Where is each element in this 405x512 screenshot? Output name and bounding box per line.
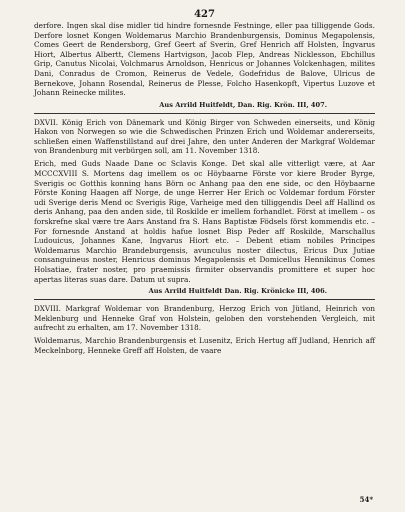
source-citation: Aus Arrild Huitfeldt Dan. Rig. Krönicke III, 406. <box>148 287 327 296</box>
document-heading-518: DXVIII. Markgraf Woldemar von Brandenburg, Herzog Erich von Jütland, Heinrich von Meklenburg und Henneke Graf von Holstein, geloben den vorstehenden Vergleich, mit aufrecht zu erhalten, am 17. November 1318. <box>34 304 375 332</box>
source-citation: Aus Arrild Huitfeldt, Dan. Rig. Krön. III, 407. <box>159 100 327 109</box>
section-divider <box>34 113 375 114</box>
page-number: 427 <box>194 9 215 20</box>
document-heading-517: DXVII. König Erich von Dänemark und König Birger von Schweden einerseits, und König Hakon von Norwegen so wie die Schwedischen Prinzen Erich und Woldemar andererseits, schließen einen Waffenstillstand auf drei Jahre, den unter Anderen der Markgraf Woldemar von Brandenburg mit verbürgen soll, am 11. November 1318. <box>34 117 375 155</box>
section-divider <box>34 299 375 300</box>
document-text-517: Erich, med Guds Naade Dane oc Sclavis Konge. Det skal alle vitterligt være, at Aar MCCCXVIII S. Mortens dag imellem os oc Höybaarne Förste vor kiere Broder Byrge, Sverigis oc Gotthis konning hans Börn oc Anhang paa den ene side, oc den Höybaarne Förste Koning Haagen aff Norge, de unge Herrer Her Erich oc Voldemar fordum Förster udi Sverige deris Mend oc Sverigis Rige, Varheige med den tilliggendis Deel aff Hallind os deris Anhang, paa den anden side, til Roskilde er imellem forhandlet. Först at imellem – os forskrefne skal være tre Aars Anstand fra S. Hans Baptistæ Födsels först kommendis etc. – For fornesnde Anstand at holdis hafue losnet Bisp Peder aff Roskilde, Marschallus Ludouicus, Johannes Kane, Ingvarus Hiort etc. – Debent etiam nobiles Principes Woldemarus Marchio Brandeburgensis, avunculus noster dilectus, Ericus Dux Jutiae consanguineus noster, Henricus dominus Megapolensis et Domicellus Hennikinus Comes Holsatiae, frater noster, pro praemissis firmiter observandis promittere et super hoc apertas literas suas dare. Datum ut supra. <box>34 159 375 284</box>
continued-text: derfore. Ingen skal dise midler tid hindre fornesnde Festninge, eller paa tilliggende Gods. Derfore losnet Kongen Woldemarus Marchio Brandenburgensis, Dominus Megapolensis, Comes Geert de Rendersborg, Gref Geert af Sverin, Gref Henrich aff Holsten, Ingvarus Hiort, Albertus Albertt, Clemens Hartvigson, Jacob Flep, Andreas Nicklesson, Ebchillus Grip, Canutus Nicolai, Volchmarus Arnoldson, Henricus or Johannes Volckenhagen, milites Dani, Conradus de Cromon, Reinerus de Vedele, Godefridus de Balove, Ulricus de Bernekove, Johann Rosendal, Reinerus de Plesse, Folcho Hasenkopft, Vipertus Luzove et Johann Reinecke milites. <box>34 21 375 98</box>
document-text-518: Woldemarus, Marchio Brandenburgensis et Lusenitz, Erich Hertug aff Judland, Henrich aff Meckelnborg, Henneke Greff aff Holsten, de vaare <box>34 336 375 355</box>
signature-mark: 54* <box>359 495 373 504</box>
